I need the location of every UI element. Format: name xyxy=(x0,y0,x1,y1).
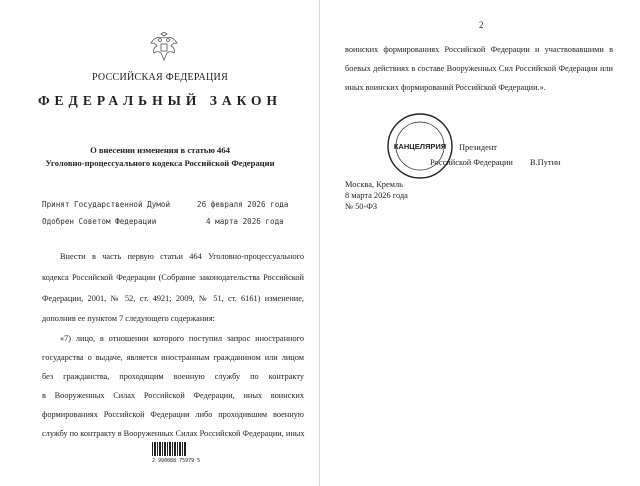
signing-date: 8 марта 2026 года xyxy=(345,191,408,200)
body-line: в Вооруженных Силах Российской Федерации, иных воинских xyxy=(42,391,304,400)
body-line: боевых действиях в составе Вооруженных Сил Российской Федерации или xyxy=(345,64,613,73)
country-heading: РОССИЙСКАЯ ФЕДЕРАЦИЯ xyxy=(91,72,229,83)
page-number: 2 xyxy=(479,20,484,30)
approved-date: 4 марта 2026 года xyxy=(206,217,284,226)
barcode-number: 2 990088 75979 5 xyxy=(152,458,201,464)
body-line: без гражданства, проходящим военную службу по контракту xyxy=(42,372,304,381)
president-country: Российской Федерации xyxy=(430,158,513,167)
chancellery-stamp xyxy=(386,112,454,180)
body-line: Внести в часть первую статьи 464 Уголовно-процессуального xyxy=(60,252,304,261)
president-name: В.Путин xyxy=(530,158,561,167)
adopted-date: 26 февраля 2026 года xyxy=(197,200,289,209)
coat-of-arms-icon xyxy=(148,32,180,62)
stamp-text: КАНЦЕЛЯРИЯ xyxy=(393,142,447,151)
adopted-label: Принят Государственной Думой xyxy=(42,200,171,209)
signing-place: Москва, Кремль xyxy=(345,180,403,189)
barcode xyxy=(152,442,186,456)
body-line: кодекса Российской Федерации (Собрание законодательства Российской xyxy=(42,273,304,282)
approved-label: Одобрен Советом Федерации xyxy=(42,217,157,226)
body-line: иных воинских формирований Российской Федерации.». xyxy=(345,83,546,92)
law-subject-line1: О внесении изменения в статью 464 xyxy=(90,145,230,155)
president-title: Президент xyxy=(459,143,497,152)
body-line: формированиях Российской Федерации либо проходившим военную xyxy=(42,410,304,419)
law-subject-line2: Уголовно-процессуального кодекса Российской Федерации xyxy=(45,158,275,168)
law-number: № 50-ФЗ xyxy=(345,202,378,211)
body-line: Федерации, 2001, № 52, ст. 4921; 2009, № 51, ст. 6161) изменение, xyxy=(42,294,304,303)
body-line: «7) лицо, в отношении которого поступил запрос иностранного xyxy=(60,334,304,343)
body-line: государства о выдаче, является иностранным гражданином или лицом xyxy=(42,353,304,362)
body-line: воинских формированиях Российской Федерации и участвовавшими в xyxy=(345,45,613,54)
body-line: службу по контракту в Вооруженных Силах Российской Федерации, иных xyxy=(42,429,305,438)
law-title: ФЕДЕРАЛЬНЫЙ ЗАКОН xyxy=(37,93,283,108)
body-line: дополнив ее пунктом 7 следующего содержания: xyxy=(42,314,215,323)
